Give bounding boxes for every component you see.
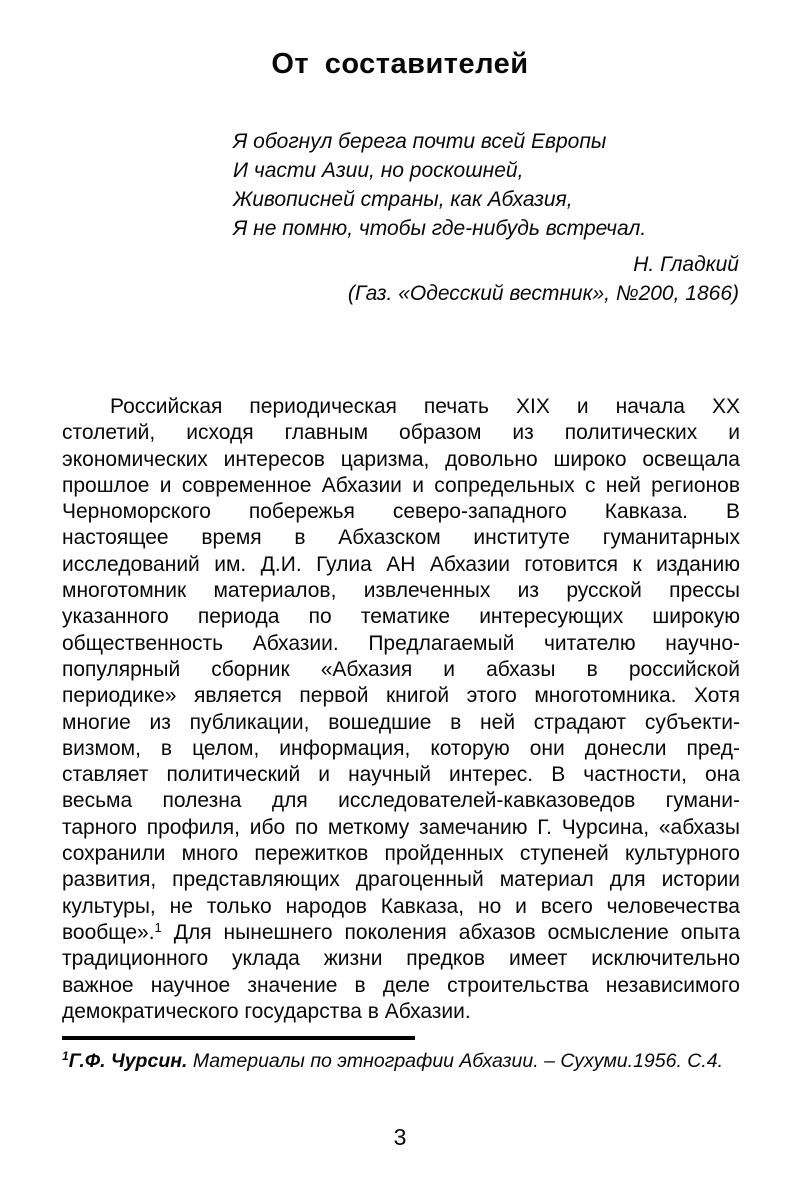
body-line: настоящее время в Абхазском институте гуманитарных [62, 526, 740, 550]
body-line: Российская периодическая печать XIX и начала XX [110, 395, 740, 418]
body-line: многие из публикации, вошедшие в ней страдают субъекти- [62, 710, 740, 734]
footnote-author: Г.Ф. Чурсин. [68, 1050, 188, 1072]
attribution-source: (Газ. «Одесский вестник», №200, 1866) [347, 282, 739, 305]
footnote-reference-marker: 1 [154, 919, 162, 935]
body-line: важное научное значение в деле строительства независимого [62, 973, 740, 997]
body-line-with-footnote-ref [62, 920, 740, 946]
body-line: сохранили много пережитков пройденных ступеней культурного [62, 842, 740, 866]
body-line: культуры, не только народов Кавказа, но и всего человечества [62, 894, 740, 918]
epigraph-attribution [348, 250, 739, 308]
footnote-divider [62, 1036, 415, 1040]
body-line: исследований им. Д.И. Гулиа АН Абхазии готовится к изданию [62, 552, 740, 576]
body-line: весьма полезна для исследователей-кавказоведов гумани- [62, 789, 740, 813]
body-line: популярный сборник «Абхазия и абхазы в российской [62, 657, 740, 681]
body-line-text: Для нынешнего поколения абхазов осмысление опыта [161, 920, 740, 944]
footnote-marker: 1 [62, 1049, 69, 1063]
epigraph-line: И части Азии, но роскошней, [233, 159, 524, 182]
body-line: экономических интересов царизма, довольно широко освещала [62, 447, 740, 471]
body-paragraph [62, 394, 740, 1025]
body-line-text: вообще». [62, 920, 155, 944]
body-line: визмом, в целом, информация, которую они донесли пред- [62, 736, 740, 760]
body-line: указанного периода по тематике интересующих широкую [62, 605, 740, 629]
body-line: периодике» является первой книгой этого многотомника. Хотя [62, 684, 740, 708]
footnote-text: Материалы по этнографии Абхазии. – Сухуми.1956. С.4. [187, 1050, 724, 1072]
body-line: многотомник материалов, извлеченных из русской прессы [62, 579, 740, 603]
body-line: традиционного уклада жизни предков имеет исключительно [62, 947, 740, 971]
body-line: столетий, исходя главным образом из политических и [62, 421, 740, 445]
body-line: Черноморского побережья северо-западного Кавказа. В [62, 500, 740, 524]
attribution-author: Н. Гладкий [633, 253, 739, 276]
body-line: общественность Абхазии. Предлагаемый читателю научно- [62, 631, 740, 655]
body-line: демократического государства в Абхазии. [62, 999, 471, 1023]
epigraph-line: Я не помню, чтобы где-нибудь встречал. [233, 217, 647, 240]
epigraph-line: Я обогнул берега почти всей Европы [233, 130, 607, 153]
body-line: тарного профиля, ибо по меткому замечанию Г. Чурсина, «абхазы [62, 815, 740, 839]
epigraph-poem [233, 127, 646, 243]
page-title: От составителей [271, 48, 529, 80]
footnote [62, 1048, 754, 1074]
body-line: развития, представляющих драгоценный материал для истории [62, 868, 740, 892]
page-number: 3 [393, 1124, 407, 1150]
epigraph-line: Живописней страны, как Абхазия, [233, 188, 573, 211]
body-line: ставляет политический и научный интерес. В частности, она [62, 763, 740, 787]
body-line: прошлое и современное Абхазии и сопредельных с ней регионов [62, 473, 740, 497]
